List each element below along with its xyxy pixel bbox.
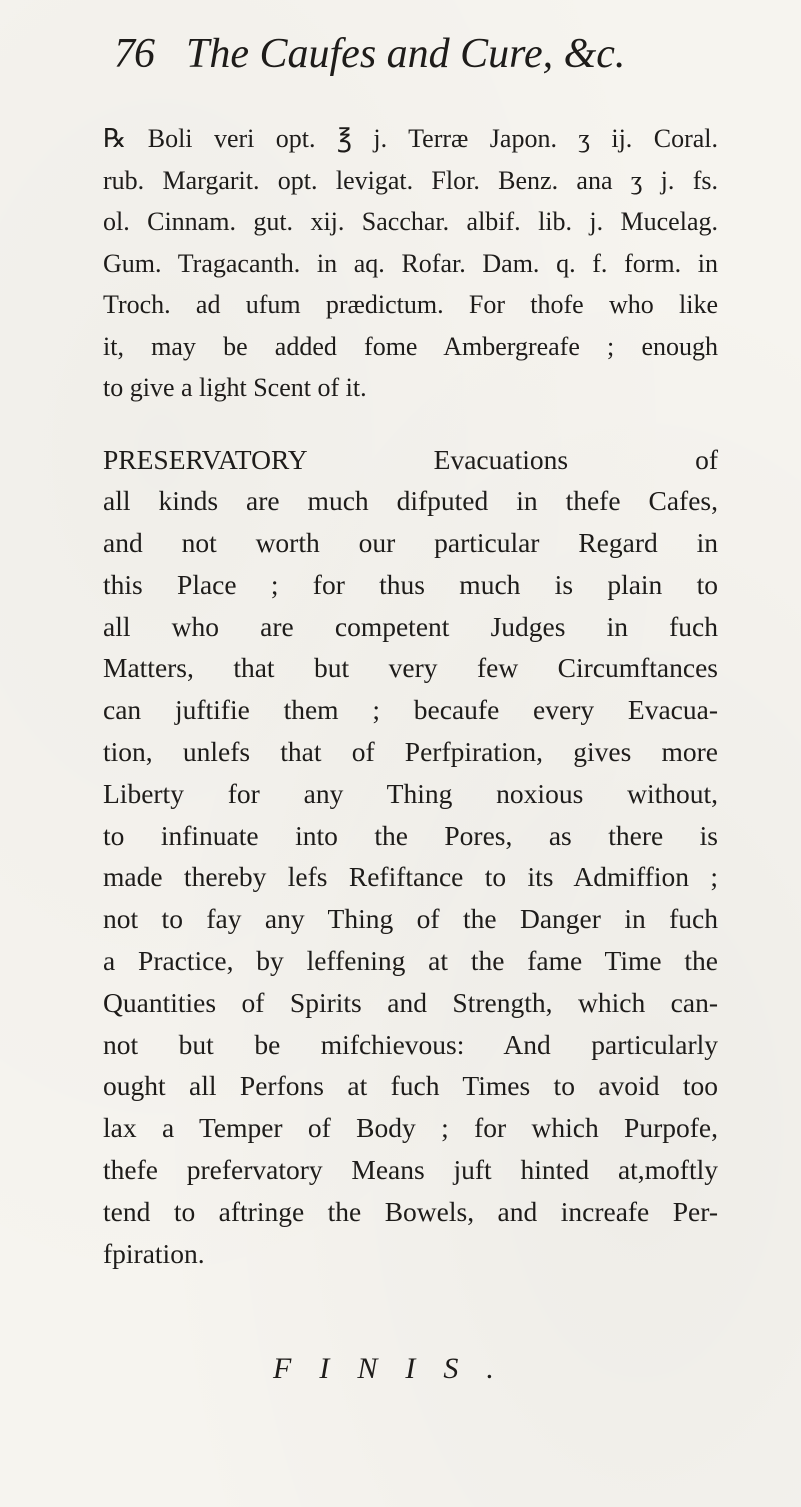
- paragraph-line: tend to aftringe the Bowels, and increafe Per-: [103, 1195, 718, 1227]
- recipe-line: to give a light Scent of it.: [103, 373, 367, 402]
- paragraph-line: Quantities of Spirits and Strength, which can-: [103, 986, 718, 1018]
- paragraph-line: lax a Temper of Body ; for which Purpofe,: [103, 1112, 718, 1144]
- page-number: 76: [114, 31, 154, 77]
- paragraph-line: made thereby lefs Refiftance to its Admiffion ;: [103, 861, 718, 893]
- paragraph-line: Liberty for any Thing noxious without,: [103, 777, 718, 809]
- paragraph-line: can juftifie them ; becaufe every Evacua-: [103, 694, 718, 726]
- paragraph-line: to infinuate into the Pores, as there is: [103, 819, 718, 851]
- paragraph-line: not but be mifchievous: And particularly: [103, 1028, 718, 1060]
- paragraph-line: ought all Perfons at fuch Times to avoid too: [103, 1070, 718, 1102]
- recipe-line: Troch. ad ufum prædictum. For thofe who like: [103, 290, 718, 319]
- paragraph-line: and not worth our particular Regard in: [103, 527, 718, 559]
- paragraph-line: PRESERVATORY Evacuations of: [103, 443, 718, 475]
- paragraph-line: thefe prefervatory Means juft hinted at,moftly: [103, 1154, 718, 1186]
- body-text: [103, 118, 718, 1274]
- paragraph-line: all kinds are much difputed in thefe Cafes,: [103, 485, 718, 517]
- paragraph-gap: [103, 409, 718, 439]
- recipe-line: rub. Margarit. opt. levigat. Flor. Benz. ana ʒ j. fs.: [103, 165, 718, 195]
- paragraph-line: tion, unlefs that of Perfpiration, gives more: [103, 736, 718, 768]
- paragraph-line: not to fay any Thing of the Danger in fuch: [103, 903, 718, 935]
- paragraph-line: a Practice, by leffening at the fame Time the: [103, 945, 718, 977]
- recipe-line: ol. Cinnam. gut. xij. Sacchar. albif. lib. j. Mucelag.: [103, 207, 718, 236]
- page-header: [114, 22, 714, 92]
- recipe-line: Gum. Tragacanth. in aq. Rofar. Dam. q. f. form. in: [103, 248, 718, 278]
- preservatory-paragraph: [103, 439, 718, 1275]
- recipe-line: ℞ Boli veri opt. ℥ j. Terræ Japon. ʒ ij. Coral.: [103, 124, 718, 153]
- finis-text: FINIS.: [273, 1352, 522, 1385]
- paragraph-line: fpiration.: [103, 1237, 205, 1269]
- paragraph-line: this Place ; for thus much is plain to: [103, 568, 718, 600]
- paragraph-line: Matters, that but very few Circumftances: [103, 652, 718, 684]
- running-title: The Caufes and Cure, &c.: [186, 31, 626, 77]
- paragraph-line: all who are competent Judges in fuch: [103, 610, 718, 642]
- recipe-line: it, may be added fome Ambergreafe ; enough: [103, 331, 718, 361]
- recipe-paragraph: [103, 118, 718, 409]
